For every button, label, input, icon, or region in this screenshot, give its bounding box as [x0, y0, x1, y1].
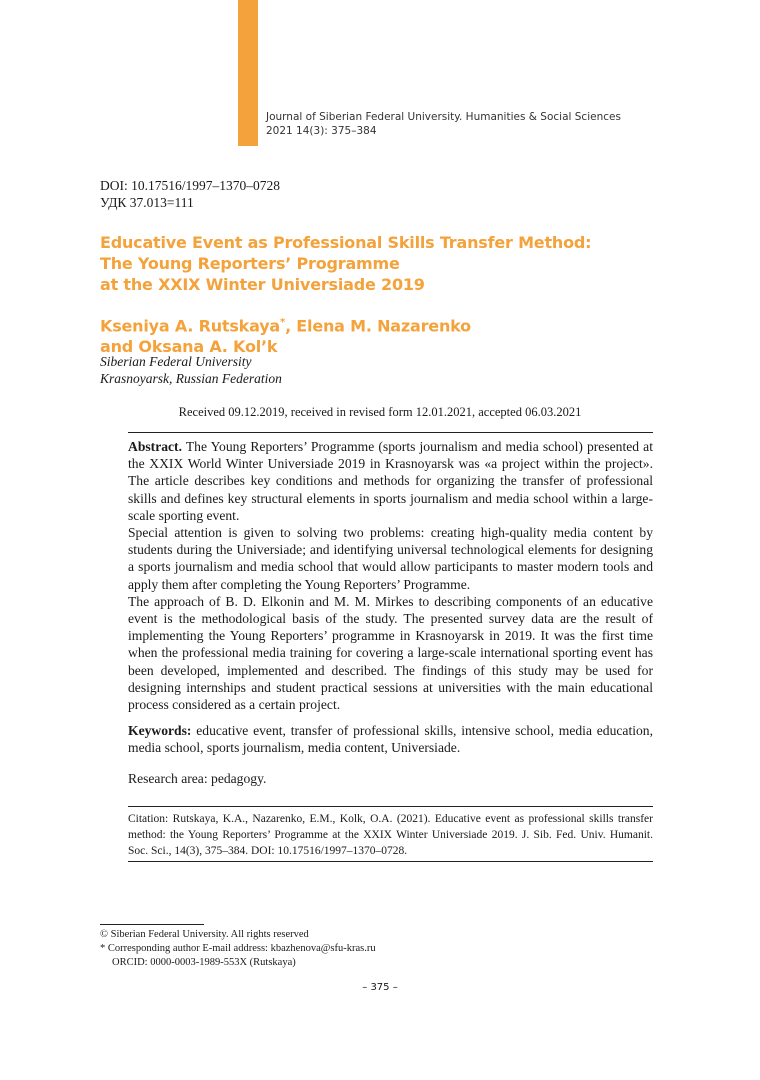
copyright-note: © Siberian Federal University. All rights reserved	[100, 929, 309, 940]
journal-accent-bar	[238, 0, 258, 146]
orcid-note: ORCID: 0000-0003-1989-553X (Rutskaya)	[112, 957, 296, 968]
keywords-text: educative event, transfer of professional skills, intensive school, media education, media school, sports journalism, media content, Universiade.	[128, 723, 653, 756]
keywords-label: Keywords:	[128, 723, 192, 738]
abstract-text-1: The Young Reporters’ Programme (sports journalism and media school) presented at the XXIX World Winter Universiade 2019 in Krasnoyarsk was «a project within the project». The article describes key conditions and methods for organizing the transfer of professional skills and defines key structural elements in sports journalism and media school within a large-scale sporting event.	[128, 439, 653, 523]
title-line-3: at the XXIX Winter Universiade 2019	[100, 275, 425, 294]
abstract	[128, 438, 653, 713]
udk: УДК 37.013=111	[100, 195, 194, 210]
identifiers	[100, 177, 280, 211]
author-rutskaya: Kseniya A. Rutskaya	[100, 316, 281, 336]
affiliation	[100, 353, 282, 387]
abstract-paragraph-1	[128, 438, 653, 524]
journal-issue: 2021 14(3): 375–384	[266, 125, 377, 137]
title-line-2: The Young Reporters’ Programme	[100, 254, 400, 273]
authors-line-1	[100, 312, 471, 336]
abstract-label: Abstract.	[128, 439, 182, 454]
authors-line-2: and Oksana A. Kol’k	[100, 337, 278, 357]
keywords	[128, 722, 653, 756]
author-nazarenko: , Elena M. Nazarenko	[285, 316, 471, 336]
received-dates: Received 09.12.2019, received in revised form 12.01.2021, accepted 06.03.2021	[178, 405, 582, 419]
corresponding-mark: *	[280, 317, 286, 328]
abstract-paragraph-3: The approach of B. D. Elkonin and M. M. Mirkes to describing components of an educative event is the methodological basis of the study. The presented survey data are the result of implementing the Young Reporters’ programme in Krasnoyarsk in 2019. It was the first time when the professional media training for covering a large-scale international sporting event has been developed, implemented and described. The findings of this study may be used for designing internships and student practical sessions at universities with the main educational process considered as a certain project.	[128, 593, 653, 713]
page-number: – 375 –	[362, 982, 398, 993]
journal-name: Journal of Siberian Federal University. Humanities & Social Sciences	[266, 111, 621, 123]
research-area: Research area: pedagogy.	[128, 771, 267, 786]
footnote-rule	[100, 924, 204, 925]
citation-top-rule	[128, 806, 653, 807]
footnotes	[100, 928, 376, 970]
affiliation-university: Siberian Federal University	[100, 354, 252, 369]
doi: DOI: 10.17516/1997–1370–0728	[100, 178, 280, 193]
citation: Citation: Rutskaya, K.A., Nazarenko, E.M., Kolk, O.A. (2021). Educative event as professional skills transfer method: the Young Reporters’ Programme at the XXIX Winter Universiade 2019. J. Sib. Fed. Univ. Humanit. Soc. Sci., 14(3), 375–384. DOI: 10.17516/1997–1370–0728.	[128, 813, 653, 857]
citation-bottom-rule	[128, 861, 653, 862]
affiliation-location: Krasnoyarsk, Russian Federation	[100, 371, 282, 386]
authors	[100, 312, 471, 357]
article-title	[100, 232, 660, 295]
abstract-top-rule	[128, 432, 653, 433]
abstract-paragraph-2: Special attention is given to solving two problems: creating high-quality media content by students during the Universiade; and identifying universal technological elements for designing a sports journalism and media school that would allow participants to master modern tools and apply them after completing the Young Reporters’ Programme.	[128, 525, 653, 592]
journal-header	[266, 110, 621, 138]
title-line-1: Educative Event as Professional Skills Transfer Method:	[100, 233, 592, 252]
corresponding-author-note: * Corresponding author E-mail address: kbazhenova@sfu-kras.ru	[100, 943, 376, 954]
